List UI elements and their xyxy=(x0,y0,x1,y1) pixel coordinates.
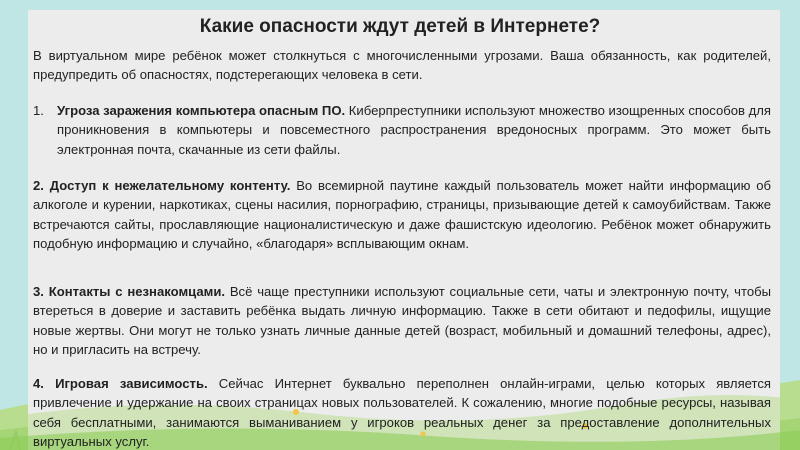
item-text: Во всемирной паутине каждый пользователь может найти информацию об алкоголе и курении, наркотиках, сцены насилия, порнографию, страницы, призывающие детей к самоубийствам. Также встречаются сайты, прославляющие националистическую и даже фашистскую идеологию. Ребёнок может обнаружить подобную информацию и случайно, «благодаря» всплывающим окнам. xyxy=(33,178,772,252)
intro-paragraph: В виртуальном мире ребёнок может столкнуться с многочисленными угрозами. Ваша обязанность, как родителей, предупредить об опасностях, подстерегающих человека в сети. xyxy=(33,48,771,83)
slide-title: Какие опасности ждут детей в Интернете? xyxy=(199,16,601,37)
item-number: 3. xyxy=(33,284,44,299)
item-heading: Контакты с незнакомцами. xyxy=(48,284,226,299)
item-text: Всё чаще преступники используют социальные сети, чаты и электронную почту, чтобы втереться в доверие и заставить ребёнка выдать личную информацию. Также в сети обитают и педофилы, ищущие новые жертвы. Они могут не только узнать личные данные детей (возраст, мобильный и домашний телефоны, адрес), но и пригласить на встречу. xyxy=(33,284,772,358)
item-heading: Доступ к нежелательному контенту. xyxy=(49,178,291,193)
list-item-1 xyxy=(33,101,771,159)
item-number: 2. xyxy=(33,178,44,193)
item-heading: Игровая зависимость. xyxy=(55,376,208,391)
item-text: Киберпреступники используют множество изощренных способов для проникновения в компьютеры и повсеместного распространения вредоносных программ. Это может быть электронная почта, скачанные из сети файлы. xyxy=(57,103,772,157)
item-text: Сейчас Интернет буквально переполнен онлайн-играми, целью которых является привлечение и удержание на своих страницах новых пользователей. К сожалению, многие подобные ресурсы, называя себя бесплатными, занимаются выманиванием у игроков реальных денег за предоставление дополнительных виртуальных услуг. xyxy=(33,376,772,450)
item-heading: Угроза заражения компьютера опасным ПО. xyxy=(57,103,346,118)
item-body xyxy=(57,101,771,159)
list-item-2 xyxy=(33,176,771,254)
item-number: 1. xyxy=(33,103,44,118)
list-item-4 xyxy=(33,374,771,450)
item-number: 4. xyxy=(33,376,44,391)
list-item-3 xyxy=(33,282,771,360)
